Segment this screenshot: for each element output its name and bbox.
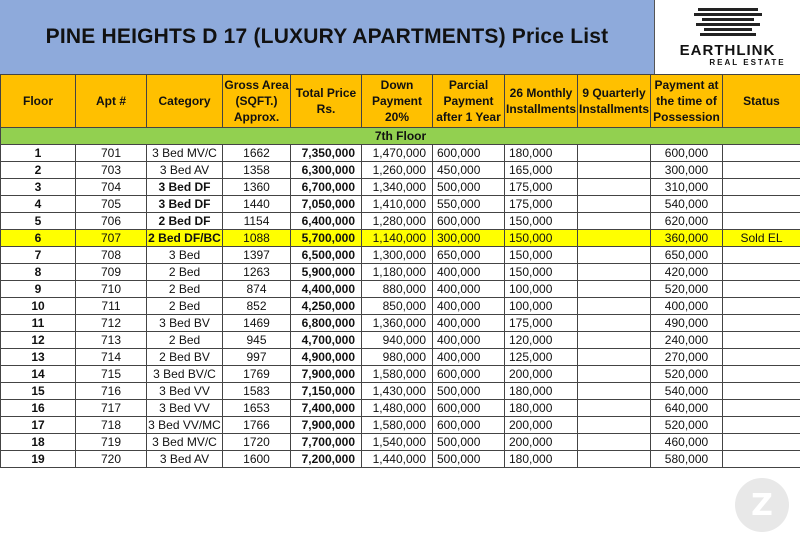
down-payment-cell: 1,140,000 <box>362 230 433 247</box>
column-header: Gross Area (SQFT.) Approx. <box>223 75 291 128</box>
apt-cell: 704 <box>76 179 147 196</box>
quarterly-installment-cell <box>578 230 651 247</box>
down-payment-cell: 1,470,000 <box>362 145 433 162</box>
monthly-installment-cell: 165,000 <box>505 162 578 179</box>
table-row <box>1 417 800 434</box>
floor-cell: 2 <box>1 162 76 179</box>
table-row <box>1 315 800 332</box>
possession-payment-cell: 650,000 <box>651 247 723 264</box>
apt-cell: 708 <box>76 247 147 264</box>
quarterly-installment-cell <box>578 162 651 179</box>
possession-payment-cell: 310,000 <box>651 179 723 196</box>
quarterly-installment-cell <box>578 383 651 400</box>
apt-cell: 705 <box>76 196 147 213</box>
category-cell: 3 Bed DF <box>147 179 223 196</box>
parcial-payment-cell: 600,000 <box>433 145 505 162</box>
quarterly-installment-cell <box>578 213 651 230</box>
monthly-installment-cell: 100,000 <box>505 298 578 315</box>
down-payment-cell: 1,580,000 <box>362 417 433 434</box>
category-cell: 3 Bed VV <box>147 400 223 417</box>
logo-stripes-icon <box>694 8 762 38</box>
status-cell <box>723 264 800 281</box>
monthly-installment-cell: 175,000 <box>505 179 578 196</box>
parcial-payment-cell: 600,000 <box>433 400 505 417</box>
area-cell: 1662 <box>223 145 291 162</box>
total-price-cell: 7,050,000 <box>291 196 362 213</box>
parcial-payment-cell: 300,000 <box>433 230 505 247</box>
apt-cell: 707 <box>76 230 147 247</box>
area-cell: 1766 <box>223 417 291 434</box>
table-row <box>1 451 800 468</box>
floor-cell: 15 <box>1 383 76 400</box>
total-price-cell: 7,700,000 <box>291 434 362 451</box>
down-payment-cell: 880,000 <box>362 281 433 298</box>
status-cell <box>723 145 800 162</box>
total-price-cell: 4,700,000 <box>291 332 362 349</box>
down-payment-cell: 850,000 <box>362 298 433 315</box>
house-logo-watermark-icon: Z <box>735 478 789 532</box>
possession-payment-cell: 520,000 <box>651 281 723 298</box>
parcial-payment-cell: 650,000 <box>433 247 505 264</box>
status-cell <box>723 400 800 417</box>
possession-payment-cell: 600,000 <box>651 145 723 162</box>
floor-cell: 7 <box>1 247 76 264</box>
floor-cell: 17 <box>1 417 76 434</box>
monthly-installment-cell: 150,000 <box>505 247 578 264</box>
floor-cell: 19 <box>1 451 76 468</box>
down-payment-cell: 1,280,000 <box>362 213 433 230</box>
down-payment-cell: 980,000 <box>362 349 433 366</box>
floor-cell: 3 <box>1 179 76 196</box>
logo-subtitle: REAL ESTATE <box>709 58 786 67</box>
monthly-installment-cell: 120,000 <box>505 332 578 349</box>
quarterly-installment-cell <box>578 332 651 349</box>
category-cell: 3 Bed AV <box>147 451 223 468</box>
apt-cell: 719 <box>76 434 147 451</box>
monthly-installment-cell: 180,000 <box>505 451 578 468</box>
total-price-cell: 6,800,000 <box>291 315 362 332</box>
down-payment-cell: 1,260,000 <box>362 162 433 179</box>
floor-cell: 16 <box>1 400 76 417</box>
quarterly-installment-cell <box>578 281 651 298</box>
column-header: Apt # <box>76 75 147 128</box>
apt-cell: 701 <box>76 145 147 162</box>
area-cell: 1769 <box>223 366 291 383</box>
category-cell: 2 Bed <box>147 281 223 298</box>
table-row <box>1 196 800 213</box>
parcial-payment-cell: 500,000 <box>433 383 505 400</box>
quarterly-installment-cell <box>578 247 651 264</box>
status-cell <box>723 366 800 383</box>
table-row <box>1 298 800 315</box>
column-header: Payment at the time of Possession <box>651 75 723 128</box>
apt-cell: 710 <box>76 281 147 298</box>
table-row <box>1 145 800 162</box>
quarterly-installment-cell <box>578 315 651 332</box>
table-row <box>1 230 800 247</box>
total-price-cell: 4,250,000 <box>291 298 362 315</box>
status-cell <box>723 281 800 298</box>
category-cell: 2 Bed <box>147 264 223 281</box>
apt-cell: 715 <box>76 366 147 383</box>
monthly-installment-cell: 150,000 <box>505 264 578 281</box>
area-cell: 1469 <box>223 315 291 332</box>
table-row <box>1 366 800 383</box>
table-row <box>1 434 800 451</box>
total-price-cell: 6,300,000 <box>291 162 362 179</box>
status-cell <box>723 179 800 196</box>
area-cell: 852 <box>223 298 291 315</box>
category-cell: 2 Bed DF/BC <box>148 231 221 245</box>
down-payment-cell: 1,440,000 <box>362 451 433 468</box>
parcial-payment-cell: 500,000 <box>433 451 505 468</box>
possession-payment-cell: 520,000 <box>651 366 723 383</box>
section-label: 7th Floor <box>1 128 800 145</box>
possession-payment-cell: 420,000 <box>651 264 723 281</box>
monthly-installment-cell: 150,000 <box>505 213 578 230</box>
total-price-cell: 5,700,000 <box>291 230 362 247</box>
apt-cell: 711 <box>76 298 147 315</box>
monthly-installment-cell: 200,000 <box>505 417 578 434</box>
area-cell: 874 <box>223 281 291 298</box>
status-cell <box>723 417 800 434</box>
status-cell <box>723 315 800 332</box>
floor-cell: 13 <box>1 349 76 366</box>
parcial-payment-cell: 400,000 <box>433 281 505 298</box>
category-cell: 3 Bed VV <box>147 383 223 400</box>
total-price-cell: 7,350,000 <box>291 145 362 162</box>
page-title: PINE HEIGHTS D 17 (LUXURY APARTMENTS) Price List <box>45 25 609 48</box>
down-payment-cell: 940,000 <box>362 332 433 349</box>
down-payment-cell: 1,300,000 <box>362 247 433 264</box>
category-cell: 3 Bed BV <box>147 315 223 332</box>
floor-cell: 12 <box>1 332 76 349</box>
apt-cell: 716 <box>76 383 147 400</box>
monthly-installment-cell: 100,000 <box>505 281 578 298</box>
monthly-installment-cell: 125,000 <box>505 349 578 366</box>
possession-payment-cell: 400,000 <box>651 298 723 315</box>
area-cell: 1358 <box>223 162 291 179</box>
category-cell: 3 Bed DF <box>147 196 223 213</box>
down-payment-cell: 1,480,000 <box>362 400 433 417</box>
monthly-installment-cell: 150,000 <box>505 230 578 247</box>
total-price-cell: 6,400,000 <box>291 213 362 230</box>
parcial-payment-cell: 500,000 <box>433 179 505 196</box>
apt-cell: 706 <box>76 213 147 230</box>
header-row <box>1 75 800 128</box>
quarterly-installment-cell <box>578 349 651 366</box>
down-payment-cell: 1,580,000 <box>362 366 433 383</box>
status-cell <box>723 196 800 213</box>
status-cell: Sold EL <box>723 230 800 247</box>
floor-cell: 8 <box>1 264 76 281</box>
possession-payment-cell: 520,000 <box>651 417 723 434</box>
apt-cell: 709 <box>76 264 147 281</box>
logo-name: EARTHLINK <box>679 42 776 59</box>
category-cell: 3 Bed AV <box>147 162 223 179</box>
floor-cell: 11 <box>1 315 76 332</box>
apt-cell: 714 <box>76 349 147 366</box>
parcial-payment-cell: 400,000 <box>433 349 505 366</box>
category-cell: 2 Bed <box>147 332 223 349</box>
down-payment-cell: 1,410,000 <box>362 196 433 213</box>
monthly-installment-cell: 175,000 <box>505 315 578 332</box>
parcial-payment-cell: 400,000 <box>433 264 505 281</box>
area-cell: 1263 <box>223 264 291 281</box>
area-cell: 997 <box>223 349 291 366</box>
area-cell: 1088 <box>223 230 291 247</box>
floor-cell: 9 <box>1 281 76 298</box>
column-header: Parcial Payment after 1 Year <box>433 75 505 128</box>
column-header: Category <box>147 75 223 128</box>
parcial-payment-cell: 600,000 <box>433 366 505 383</box>
table-row <box>1 213 800 230</box>
parcial-payment-cell: 550,000 <box>433 196 505 213</box>
total-price-cell: 7,150,000 <box>291 383 362 400</box>
possession-payment-cell: 580,000 <box>651 451 723 468</box>
apt-cell: 713 <box>76 332 147 349</box>
apt-cell: 718 <box>76 417 147 434</box>
column-header: Down Payment 20% <box>362 75 433 128</box>
possession-payment-cell: 490,000 <box>651 315 723 332</box>
parcial-payment-cell: 400,000 <box>433 298 505 315</box>
apt-cell: 717 <box>76 400 147 417</box>
quarterly-installment-cell <box>578 179 651 196</box>
quarterly-installment-cell <box>578 400 651 417</box>
area-cell: 1154 <box>223 213 291 230</box>
quarterly-installment-cell <box>578 196 651 213</box>
parcial-payment-cell: 500,000 <box>433 434 505 451</box>
section-row <box>1 128 800 145</box>
floor-cell: 18 <box>1 434 76 451</box>
total-price-cell: 5,900,000 <box>291 264 362 281</box>
parcial-payment-cell: 450,000 <box>433 162 505 179</box>
quarterly-installment-cell <box>578 264 651 281</box>
table-row <box>1 383 800 400</box>
total-price-cell: 6,700,000 <box>291 179 362 196</box>
monthly-installment-cell: 180,000 <box>505 400 578 417</box>
monthly-installment-cell: 200,000 <box>505 434 578 451</box>
quarterly-installment-cell <box>578 145 651 162</box>
quarterly-installment-cell <box>578 298 651 315</box>
floor-cell: 1 <box>1 145 76 162</box>
monthly-installment-cell: 180,000 <box>505 145 578 162</box>
category-cell: 2 Bed <box>147 298 223 315</box>
category-cell: 3 Bed BV/C <box>147 366 223 383</box>
area-cell: 1360 <box>223 179 291 196</box>
floor-cell: 6 <box>1 230 76 247</box>
earthlink-logo <box>655 0 800 74</box>
area-cell: 945 <box>223 332 291 349</box>
table-row <box>1 332 800 349</box>
area-cell: 1397 <box>223 247 291 264</box>
status-cell <box>723 298 800 315</box>
column-header: Total Price Rs. <box>291 75 362 128</box>
area-cell: 1653 <box>223 400 291 417</box>
possession-payment-cell: 360,000 <box>651 230 723 247</box>
category-cell: 3 Bed <box>147 247 223 264</box>
table-row <box>1 400 800 417</box>
status-cell <box>723 451 800 468</box>
category-cell: 3 Bed VV/MC <box>148 418 221 432</box>
table-row <box>1 179 800 196</box>
table-row <box>1 349 800 366</box>
apt-cell: 720 <box>76 451 147 468</box>
area-cell: 1600 <box>223 451 291 468</box>
table-row <box>1 281 800 298</box>
table-row <box>1 247 800 264</box>
monthly-installment-cell: 180,000 <box>505 383 578 400</box>
down-payment-cell: 1,360,000 <box>362 315 433 332</box>
monthly-installment-cell: 200,000 <box>505 366 578 383</box>
apt-cell: 712 <box>76 315 147 332</box>
category-cell: 2 Bed BV <box>147 349 223 366</box>
status-cell <box>723 434 800 451</box>
total-price-cell: 7,900,000 <box>291 417 362 434</box>
total-price-cell: 4,400,000 <box>291 281 362 298</box>
status-cell <box>723 247 800 264</box>
area-cell: 1720 <box>223 434 291 451</box>
down-payment-cell: 1,430,000 <box>362 383 433 400</box>
quarterly-installment-cell <box>578 434 651 451</box>
possession-payment-cell: 640,000 <box>651 400 723 417</box>
total-price-cell: 7,200,000 <box>291 451 362 468</box>
down-payment-cell: 1,180,000 <box>362 264 433 281</box>
quarterly-installment-cell <box>578 366 651 383</box>
floor-cell: 10 <box>1 298 76 315</box>
category-cell: 3 Bed MV/C <box>147 434 223 451</box>
total-price-cell: 6,500,000 <box>291 247 362 264</box>
table-row <box>1 264 800 281</box>
category-cell: 3 Bed MV/C <box>147 145 223 162</box>
table-row <box>1 162 800 179</box>
possession-payment-cell: 620,000 <box>651 213 723 230</box>
area-cell: 1440 <box>223 196 291 213</box>
floor-cell: 4 <box>1 196 76 213</box>
category-cell: 2 Bed DF <box>147 213 223 230</box>
down-payment-cell: 1,340,000 <box>362 179 433 196</box>
area-cell: 1583 <box>223 383 291 400</box>
title-bar <box>0 0 655 74</box>
status-cell <box>723 162 800 179</box>
total-price-cell: 7,900,000 <box>291 366 362 383</box>
status-cell <box>723 383 800 400</box>
possession-payment-cell: 240,000 <box>651 332 723 349</box>
floor-cell: 14 <box>1 366 76 383</box>
floor-cell: 5 <box>1 213 76 230</box>
possession-payment-cell: 460,000 <box>651 434 723 451</box>
quarterly-installment-cell <box>578 451 651 468</box>
status-cell <box>723 213 800 230</box>
parcial-payment-cell: 400,000 <box>433 332 505 349</box>
possession-payment-cell: 540,000 <box>651 196 723 213</box>
column-header: Status <box>723 75 800 128</box>
possession-payment-cell: 270,000 <box>651 349 723 366</box>
monthly-installment-cell: 175,000 <box>505 196 578 213</box>
parcial-payment-cell: 600,000 <box>433 213 505 230</box>
parcial-payment-cell: 400,000 <box>433 315 505 332</box>
total-price-cell: 4,900,000 <box>291 349 362 366</box>
column-header: 9 Quarterly Installments <box>578 75 651 128</box>
possession-payment-cell: 300,000 <box>651 162 723 179</box>
status-cell <box>723 332 800 349</box>
parcial-payment-cell: 600,000 <box>433 417 505 434</box>
price-list-table <box>0 74 800 468</box>
column-header: 26 Monthly Installments <box>505 75 578 128</box>
total-price-cell: 7,400,000 <box>291 400 362 417</box>
status-cell <box>723 349 800 366</box>
quarterly-installment-cell <box>578 417 651 434</box>
column-header: Floor <box>1 75 76 128</box>
possession-payment-cell: 540,000 <box>651 383 723 400</box>
apt-cell: 703 <box>76 162 147 179</box>
down-payment-cell: 1,540,000 <box>362 434 433 451</box>
